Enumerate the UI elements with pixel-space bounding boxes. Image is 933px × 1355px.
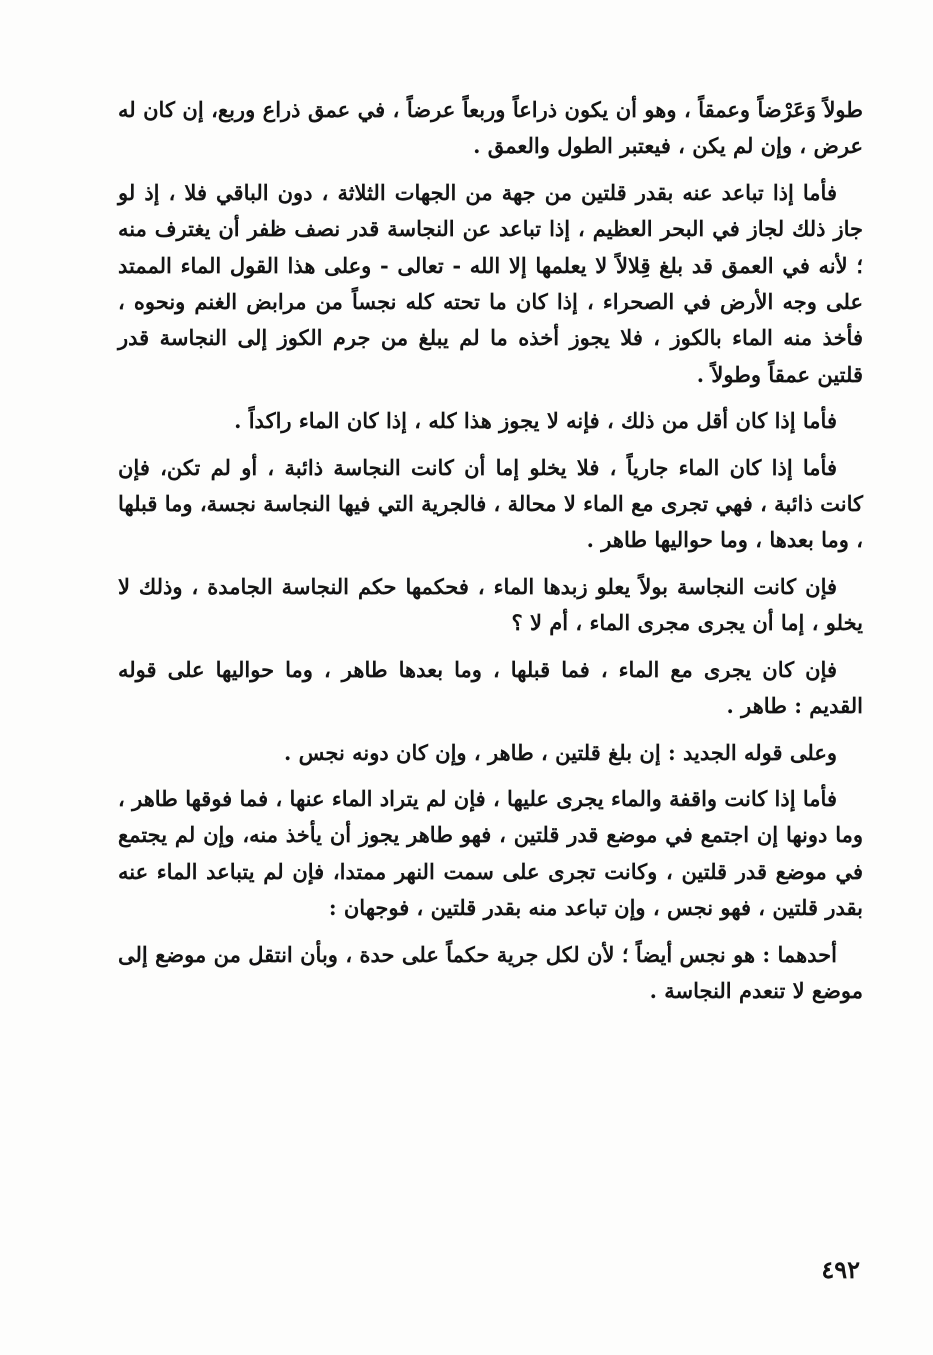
paragraph-6: فإن كان يجرى مع الماء ، فما قبلها ، وما بعدها طاهر ، وما حواليها على قوله القديم : طاهر . xyxy=(118,656,863,719)
paragraph-7: وعلى قوله الجديد : إن بلغ قلتين ، طاهر ، وإن كان دونه نجس . xyxy=(284,739,837,765)
paragraph-4: فأما إذا كان الماء جارياً ، فلا يخلو إما أن كانت النجاسة ذائبة ، أو لم تكن، فإن كانت ذائبة ، فهي تجرى مع الماء لا محالة ، فالجرية التي فيها النجاسة نجسة، وما قبلها ، وما بعدها ، وما حواليها طاهر . xyxy=(118,454,863,553)
paragraph-2: فأما إذا تباعد عنه بقدر قلتين من جهة من الجهات الثلاثة ، دون الباقي فلا ، إذ لو جاز ذلك لجاز في البحر العظيم ، إذا تباعد عن النجاسة قدر نصف ظفر أن يغترف منه ؛ لأنه في العمق قد بلغ قِلالاً لا يعلمها إلا الله - تعالى - وعلى هذا القول الماء الممتد على وجه الأرض في الصحراء ، إذا كان ما تحته كله نجساً من مرابض الغنم ونحوه ، فأخذ منه الماء بالكوز ، فلا يجوز أخذه ما لم يبلغ من جرم الكوز إلى النجاسة قدر قلتين عمقاً وطولاً . xyxy=(118,179,863,387)
paragraph-3: فأما إذا كان أقل من ذلك ، فإنه لا يجوز هذا كله ، إذا كان الماء راكداً . xyxy=(234,408,837,434)
paragraph-8: فأما إذا كانت واقفة والماء يجرى عليها ، فإن لم يتراد الماء عنها ، فما فوقها طاهر ، وما دونها إن اجتمع في موضع قدر قلتين ، فهو طاهر يجوز أن يأخذ منه، وإن لم يجتمع في موضع قدر قلتين ، وكانت تجرى على سمت النهر ممتدا، فإن لم يتباعد الماء عنه بقدر قلتين ، فهو نجس ، وإن تباعد منه بقدر قلتين ، فوجهان : xyxy=(118,785,863,921)
page-number: ٤٩٢ xyxy=(821,1255,860,1284)
paragraph-1: طولاً وَعَرْضاً وعمقاً ، وهو أن يكون ذراعاً وربعاً عرضاً ، في عمق ذراع وربع، إن كان له عرض ، وإن لم يكن ، فيعتبر الطول والعمق . xyxy=(118,97,863,159)
paragraph-5: فإن كانت النجاسة بولاً يعلو زبدها الماء ، فحكمها حكم النجاسة الجامدة ، وذلك لا يخلو ، إما أن يجرى مجرى الماء ، أم لا ؟ xyxy=(118,573,863,636)
paragraph-9: أحدهما : هو نجس أيضاً ؛ لأن لكل جرية حكماً على حدة ، وبأن انتقل من موضع إلى موضع لا تنعدم النجاسة . xyxy=(118,941,863,1003)
page-body-text xyxy=(118,92,863,1019)
